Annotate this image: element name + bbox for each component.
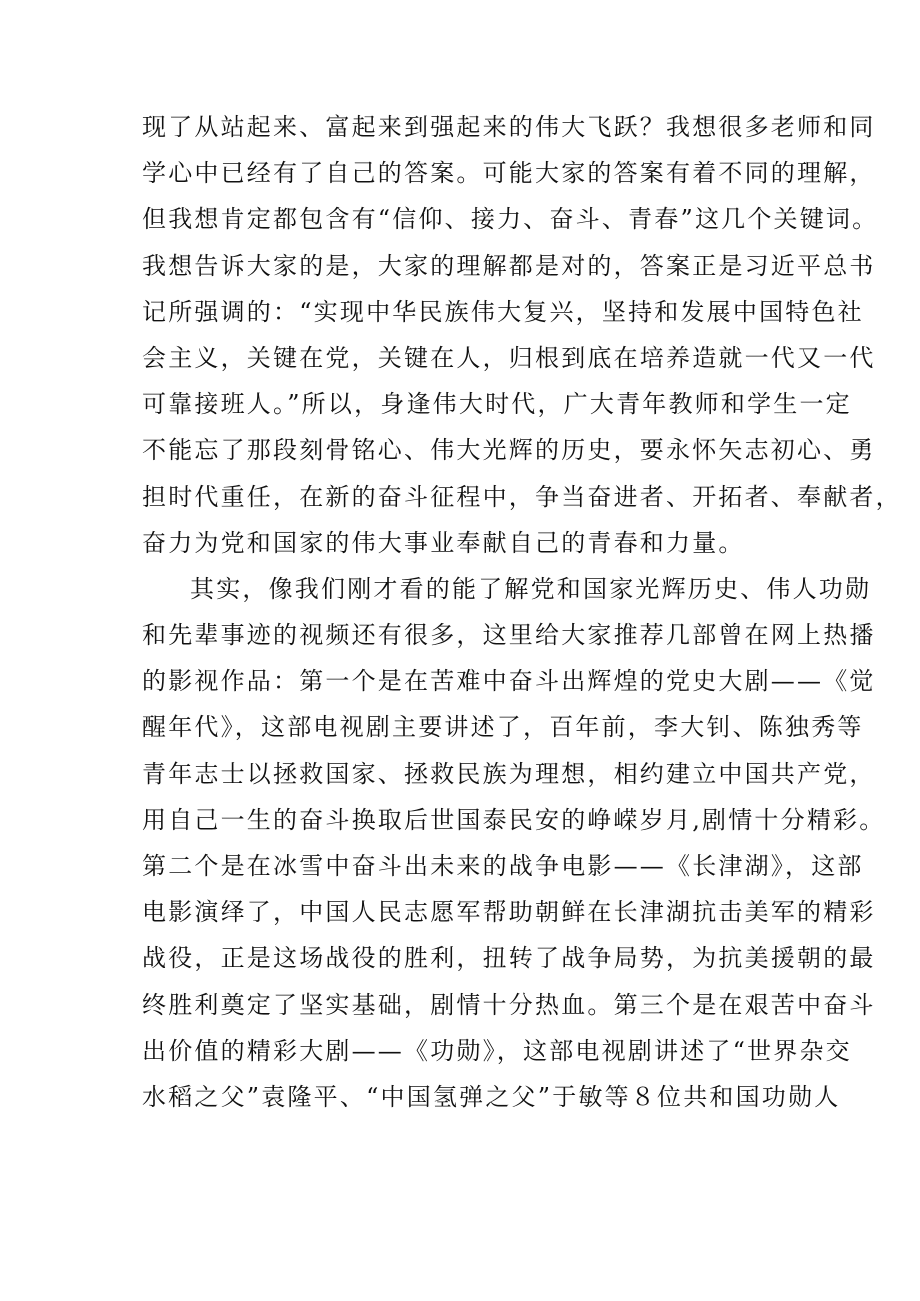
text-line: 现了从站起来、富起来到强起来的伟大飞跃？我想很多老师和同 — [142, 113, 876, 141]
text-line: 战役，正是这场战役的胜利，扭转了战争局势，为抗美援朝的最 — [142, 944, 876, 973]
text-line: 可靠接班人。”所以，身逢伟大时代，广大青年教师和学生一定 — [142, 390, 852, 419]
text-line: 奋力为党和国家的伟大事业奉献自己的青春和力量。 — [142, 528, 745, 557]
text-line: 学心中已经有了自己的答案。可能大家的答案有着不同的理解， — [142, 159, 876, 188]
text-line: 不能忘了那段刻骨铭心、伟大光辉的历史，要永怀矢志初心、勇 — [142, 436, 876, 465]
paragraph-2 — [142, 566, 886, 1120]
text-line: 会主义，关键在党，关键在人，归根到底在培养造就一代又一代 — [142, 343, 876, 372]
text-line: 的影视作品：第一个是在苦难中奋斗出辉煌的党史大剧——《觉 — [142, 667, 876, 696]
text-line: 和先辈事迹的视频还有很多，这里给大家推荐几部曾在网上热播 — [142, 621, 876, 650]
text-line: 但我想肯定都包含有“信仰、接力、奋斗、青春”这几个关键词。 — [142, 205, 879, 234]
text-line: 担时代重任，在新的奋斗征程中，争当奋进者、开拓者、奉献者， — [142, 482, 902, 511]
body-text — [142, 104, 902, 1120]
text-line: 终胜利奠定了坚实基础，剧情十分热血。第三个是在艰苦中奋斗 — [142, 990, 876, 1019]
text-line: 醒年代》，这部电视剧主要讲述了，百年前，李大钊、陈独秀等 — [142, 713, 864, 742]
text-line: 出价值的精彩大剧——《功勋》，这部电视剧讲述了“世界杂交 — [142, 1036, 852, 1065]
text-line: 水稻之父”袁隆平、“中国氢弹之父”于敏等８位共和国功勋人 — [142, 1082, 841, 1111]
text-line: 其实，像我们刚才看的能了解党和国家光辉历史、伟人功勋 — [190, 574, 872, 603]
text-line: 我想告诉大家的是，大家的理解都是对的，答案正是习近平总书 — [142, 251, 876, 280]
paragraph-1 — [142, 104, 902, 566]
text-line: 青年志士以拯救国家、拯救民族为理想，相约建立中国共产党， — [142, 759, 876, 788]
text-line: 记所强调的：“实现中华民族伟大复兴，坚持和发展中国特色社 — [142, 297, 864, 326]
text-line: 第二个是在冰雪中奋斗出未来的战争电影——《长津湖》，这部 — [142, 852, 864, 880]
text-line: 用自己一生的奋斗换取后世国泰民安的峥嵘岁月,剧情十分精彩。 — [142, 805, 886, 834]
text-line: 电影演绎了，中国人民志愿军帮助朝鲜在长津湖抗击美军的精彩 — [142, 898, 876, 927]
